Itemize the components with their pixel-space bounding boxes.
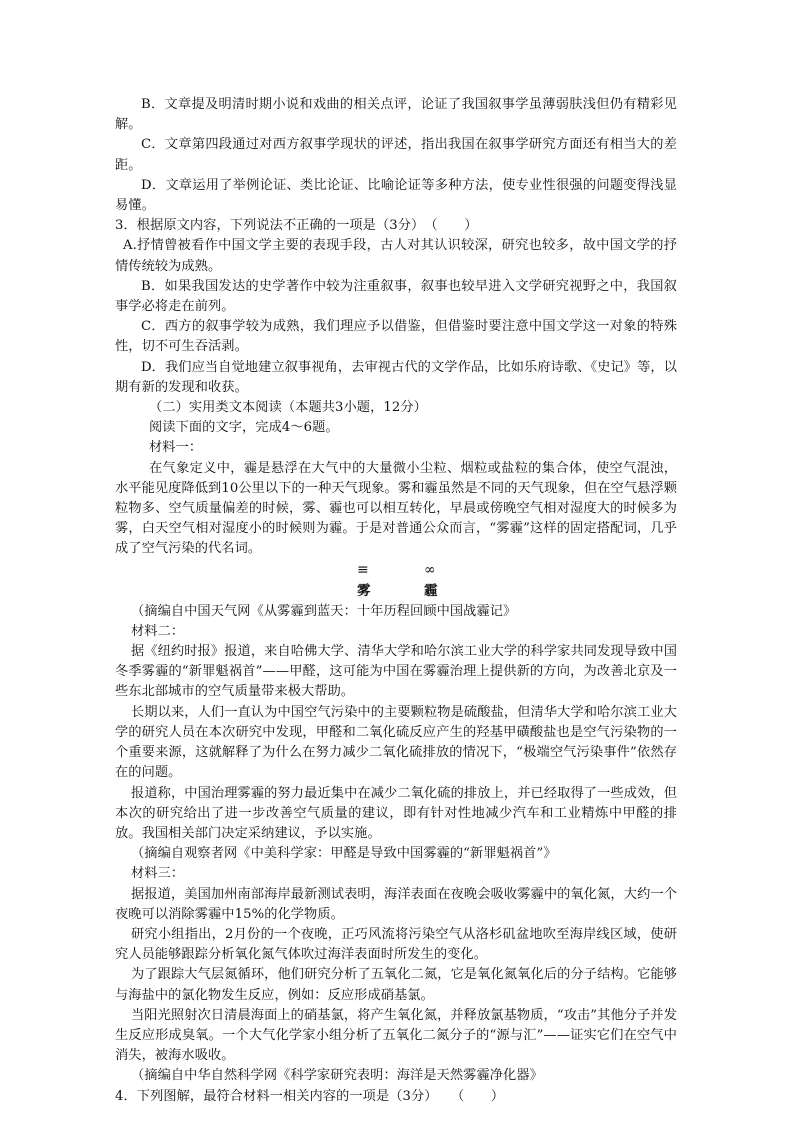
material-3-paragraph-4: 当阳光照射次日清晨海面上的硝基氯，将产生氧化氮，并释放氯基物质，“攻击”其他分子并发生反应形成臭氧。一个大气化学家小组分析了五氧化二氮分子的“源与汇”——证实它们在空气中消失，被海水吸收。: [115, 1007, 677, 1064]
fog-caption: 雾: [357, 582, 371, 599]
haze-caption: 霾: [424, 582, 438, 599]
question-4: 4．下列图解，最符合材料一相关内容的一项是（3分） （ ）: [115, 1088, 505, 1104]
source-2: （摘编自观察者网《中美科学家：甲醛是导致中国雾霾的“新罪魁祸首”》: [131, 846, 557, 862]
fog-symbol: ≡: [357, 561, 369, 578]
source-1: （摘编自中国天气网《从雾霾到蓝天：十年历程回顾中国战霾记》: [131, 603, 517, 619]
source-3: （摘编自中华自然科学网《科学家研究表明：海洋是天然雾霾净化器》: [131, 1068, 543, 1084]
material-3-paragraph-3: 为了跟踪大气层氮循环，他们研究分析了五氧化二氮，它是氧化氮氧化后的分子结构。它能够与海盐中的氯化物发生反应，例如：反应形成硝基氯。: [115, 967, 677, 1003]
material-1-paragraph: 在气象定义中，霾是悬浮在大气中的大量微小尘粒、烟粒或盐粒的集合体，使空气混浊，水平能见度降低到10公里以下的一种天气现象。雾和霾虽然是不同的天气现象，但在空气悬浮颗粒物多、空气质量偏差的时候，雾、霾也可以相互转化，早晨或傍晚空气相对湿度大的时候多为雾，白天空气相对湿度小的时候则为霾。于是对普通公众而言，“雾霾”这样的固定搭配词，几乎成了空气污染的代名词。: [115, 460, 677, 557]
q3-option-a: A.抒情曾被看作中国文学主要的表现手段，古人对其认识较深，研究也较多，故中国文学的抒情传统较为成熟。: [115, 238, 677, 274]
reading-instruction: 阅读下面的文字，完成4～6题。: [149, 420, 339, 436]
symbol-captions: [115, 580, 677, 602]
material-2-paragraph-1: 据《纽约时报》报道，来自哈佛大学、清华大学和哈尔滨工业大学的科学家共同发现导致中国冬季雾霾的“新罪魁祸首”——甲醛，这可能为中国在雾霾治理上提供新的方向，为改善北京及一些东北部城市的空气质量带来极大帮助。: [115, 644, 677, 700]
haze-symbol: ∞: [424, 561, 436, 578]
option-c: C．文章第四段通过对西方叙事学现状的评述，指出我国在叙事学研究方面还有相当大的差距。: [115, 137, 677, 173]
question-3: 3．根据原文内容，下列说法不正确的一项是（3分） （ ）: [115, 218, 478, 234]
material-3-paragraph-1: 据报道，美国加州南部海岸最新测试表明，海洋表面在夜晚会吸收雾霾中的氧化氮，大约一个夜晚可以消除雾霾中15%的化学物质。: [115, 886, 677, 922]
section-2-heading: （二）实用类文本阅读（本题共3小题，12分）: [149, 400, 427, 416]
document-page: [115, 95, 677, 1107]
option-b: B．文章提及明清时期小说和戏曲的相关点评，论证了我国叙事学虽薄弱肤浅但仍有精彩见解。: [115, 97, 677, 133]
material-2-paragraph-2: 长期以来，人们一直认为中国空气污染中的主要颗粒物是硫酸盐，但清华大学和哈尔滨工业大学的研究人员在本次研究中发现，甲醛和二氧化硫反应产生的羟基甲磺酸盐也是空气污染物的一个重要来源，这就解释了为什么在努力减少二氧化硫排放的情况下，“极端空气污染事件”依然存在的问题。: [115, 704, 677, 781]
q3-option-d: D．我们应当自觉地建立叙事视角，去审视古代的文学作品，比如乐府诗歌、《史记》等，以期有新的发现和收获。: [115, 359, 677, 395]
material-2-paragraph-3: 报道称，中国治理雾霾的努力最近集中在减少二氧化硫的排放上，并已经取得了一些成效，但本次的研究给出了进一步改善空气质量的建议，即有针对性地减少汽车和工业精炼中甲醛的排放。我国相关部门决定采纳建议，予以实施。: [115, 785, 677, 841]
q3-option-c: C．西方的叙事学较为成熟，我们理应予以借鉴，但借鉴时要注意中国文学这一对象的特殊性，切不可生吞活剥。: [115, 319, 677, 355]
option-d: D．文章运用了举例论证、类比论证、比喻论证等多种方法，使专业性很强的问题变得浅显易懂。: [115, 177, 677, 214]
material-3-label: 材料三：: [131, 866, 185, 882]
q3-option-b: B．如果我国发达的史学著作中较为注重叙事，叙事也较早进入文学研究视野之中，我国叙事学必将走在前列。: [115, 278, 677, 315]
material-1-label: 材料一：: [149, 440, 203, 456]
symbol-row: [115, 560, 677, 580]
material-3-paragraph-2: 研究小组指出，2月份的一个夜晚，正巧风流将污染空气从洛杉矶盆地吹至海岸线区域，使研究人员能够跟踪分析氧化氮气体吹过海洋表面时所发生的变化。: [115, 926, 677, 963]
material-2-label: 材料二：: [131, 623, 185, 639]
